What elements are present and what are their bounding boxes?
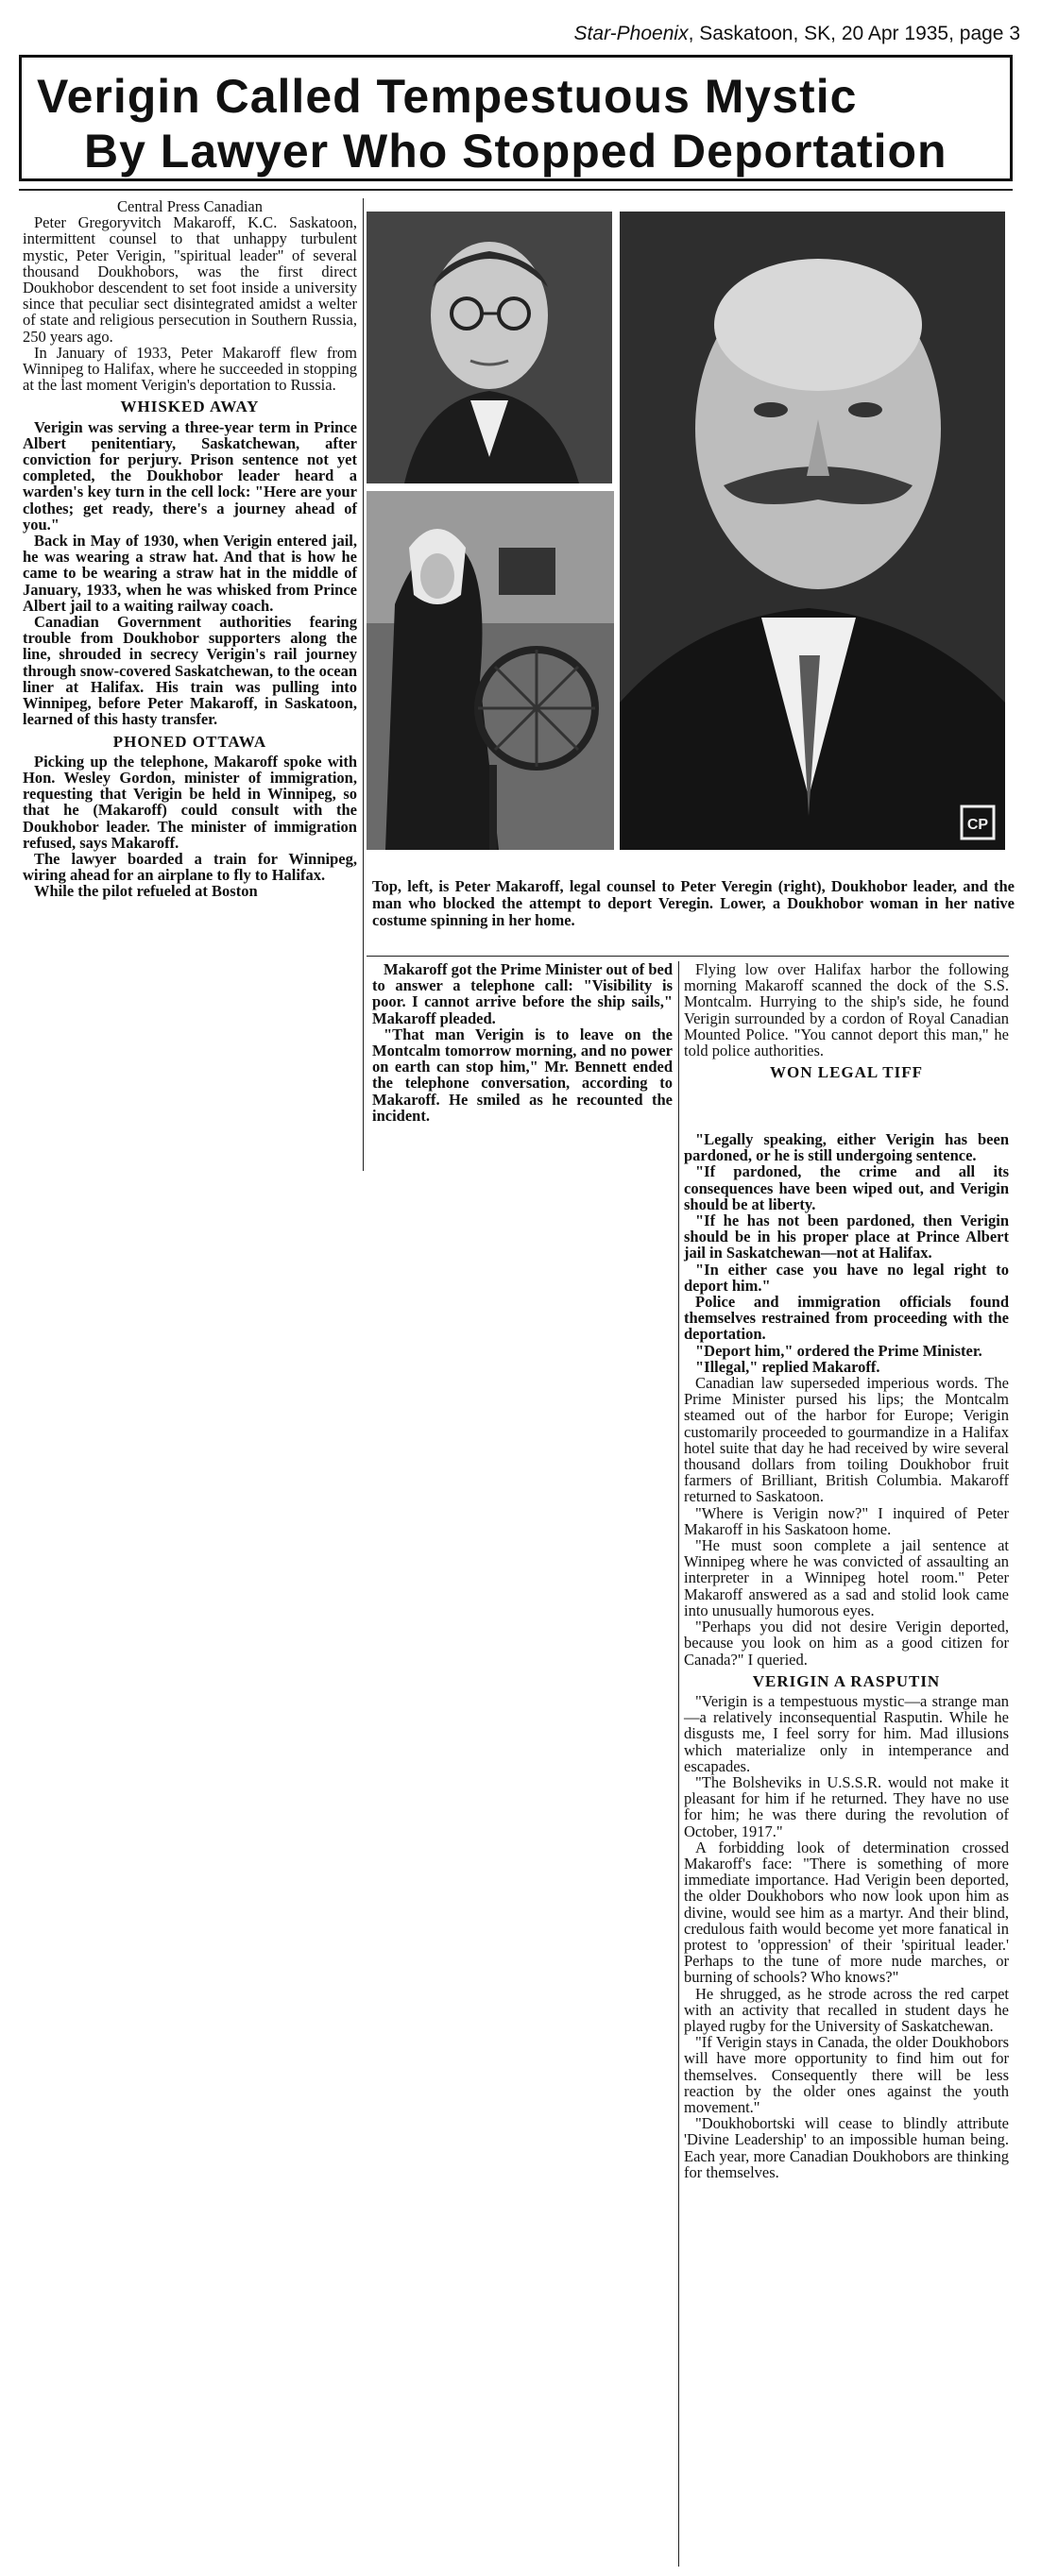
verigin-portrait-image <box>620 212 1005 850</box>
paragraph: He shrugged, as he strode across the red carpet with an activity that recalled in student days he played rugby for the University of Saskatchewan. <box>684 1984 1009 2035</box>
column-rule <box>678 961 679 2567</box>
paragraph: "In either case you have no legal right to deport him." <box>684 1260 1009 1295</box>
paragraph: "Doukhobortski will cease to blindly attribute 'Divine Leadership' to an impossible human being. Each year, more Canadian Doukhobors are thinking for themselves. <box>684 2114 1009 2181</box>
byline: Central Press Canadian <box>117 197 263 215</box>
source-details: , Saskatoon, SK, 20 Apr 1935, page 3 <box>688 23 1020 44</box>
paragraph: "Where is Verigin now?" I inquired of Peter Makaroff in his Saskatoon home. <box>684 1503 1009 1538</box>
subhead-whisked-away: WHISKED AWAY <box>120 398 260 416</box>
paragraph: "Legally speaking, either Verigin has been pardoned, or he is still undergoing sentence. <box>684 1130 1009 1165</box>
publication-name: Star-Phoenix <box>573 23 689 44</box>
subhead-won-legal-tiff: WON LEGAL TIFF <box>770 1063 923 1082</box>
paragraph: "Deport him," ordered the Prime Minister. <box>695 1341 982 1360</box>
paragraph: A forbidding look of determination crossed Makaroff's face: "There is something of more immediate importance. Had Verigin been deported, the older Doukhobors who now look upon him as divine, would see him as a martyr. And their blind, credulous faith would become yet more fanatical in protest to 'oppression' of their 'spiritual leader.' Perhaps to the tune of more nude marches, or burning of schools? Who knows?" <box>684 1838 1009 1987</box>
headline-line-1: Verigin Called Tempestuous Mystic <box>37 70 858 123</box>
paragraph: Canadian Government authorities fearing trouble from Doukhobor supporters along the line, shrouded in secrecy Verigin's rail journey through snow-covered Saskatchewan, to the ocean liner at Halifax. His train was pulling into Winnipeg, before Peter Makaroff, in Saskatoon, learned of this hasty transfer. <box>23 613 357 729</box>
header-rule <box>19 189 1013 191</box>
paragraph: The lawyer boarded a train for Winnipeg, wiring ahead for an airplane to fly to Halifax. <box>23 849 357 885</box>
photo-caption: Top, left, is Peter Makaroff, legal counsel to Peter Veregin (right), Doukhobor leader, and the man who blocked the attempt to deport Veregin. Lower, a Doukhobor woman in her native costume spinning in her home. <box>372 877 1015 929</box>
subhead-verigin-a-rasputin: VERIGIN A RASPUTIN <box>752 1671 941 1690</box>
paragraph: Police and immigration officials found themselves restrained from proceeding with the deportation. <box>684 1293 1009 1344</box>
makaroff-portrait-image <box>367 212 612 483</box>
paragraph: Verigin was serving a three-year term in Prince Albert penitentiary, Saskatchewan, after conviction for perjury. Prison sentence not yet completed, the Doukhobor leader heard a warden's key turn in the cell lock: "Here are your clothes; get ready, there's a journey ahead of you." <box>23 417 357 534</box>
column-2 <box>372 961 673 1124</box>
paragraph: "The Bolsheviks in U.S.S.R. would not make it pleasant for him if he returned. They have no use for him; he was there during the revolution of October, 1917." <box>684 1772 1009 1840</box>
column-1 <box>23 198 357 900</box>
photo-credit-text: CP <box>966 817 989 833</box>
paragraph: While the pilot refueled at Boston <box>34 882 258 901</box>
paragraph: Back in May of 1930, when Verigin entered jail, he was wearing a straw hat. And that is how he came to be wearing a straw hat in the middle of January, 1933, when he was whisked from Prince Albert jail to a waiting railway coach. <box>23 532 357 615</box>
column-3-bottom <box>684 1131 1009 2180</box>
photo-panel <box>367 200 1005 856</box>
paragraph: In January of 1933, Peter Makaroff flew from Winnipeg to Halifax, where he succeeded in stopping at the last moment Verigin's deportation to Russia. <box>23 343 357 395</box>
subhead-phoned-ottawa: PHONED OTTAWA <box>112 732 267 751</box>
paragraph: "He must soon complete a jail sentence at Winnipeg where he was convicted of assaulting an interpreter in a Winnipeg hotel room." Peter Makaroff answered as a sad and stolid look came into unusually humorous eyes. <box>684 1536 1009 1619</box>
caption-rule <box>367 956 1009 957</box>
column-rule <box>363 198 364 1171</box>
paragraph: "Illegal," replied Makaroff. <box>695 1357 880 1376</box>
paragraph: "That man Verigin is to leave on the Montcalm tomorrow morning, and no power on earth can stop him," Mr. Bennett ended the telephone conversation, according to Makaroff. He smiled as he recounted the incident. <box>372 1025 673 1125</box>
doukhobor-woman-photo <box>367 491 614 850</box>
paragraph: Peter Gregoryvitch Makaroff, K.C. Saskatoon, intermittent counsel to that unhappy turbulent mystic, Peter Verigin, "spiritual leader" of several thousand Doukhobors, was the first direct Doukhobor descendent to set foot inside a university since that peculiar sect disintegrated amidst a welter of state and religious persecution in Southern Russia, 250 years ago. <box>23 213 357 346</box>
paragraph: Canadian law superseded imperious words. The Prime Minister pursed his lips; the Montcalm steamed out of the harbor for Europe; Verigin customarily proceeded to gourmandize in a Halifax hotel suite that day he had received by wire several thousand dollars from toiling Doukhobor fruit farmers of Brilliant, British Columbia. Makaroff returned to Saskatoon. <box>684 1374 1009 1506</box>
source-line <box>548 23 1020 45</box>
verigin-photo <box>620 212 1005 850</box>
column-3-top <box>684 961 1009 1084</box>
paragraph: Makaroff got the Prime Minister out of bed to answer a telephone call: "Visibility is poor. I cannot arrive before the ship sails," Makaroff pleaded. <box>372 960 673 1027</box>
paragraph: "If Verigin stays in Canada, the older Doukhobors will have more opportunity to find him out for themselves. Consequently there will be less reaction by the older ones against the youth movement." <box>684 2033 1009 2116</box>
spinning-woman-image <box>367 491 614 850</box>
headline-line-2: By Lawyer Who Stopped Deportation <box>84 125 947 178</box>
paragraph: "If he has not been pardoned, then Verigin should be in his proper place at Prince Albert jail in Saskatchewan—not at Halifax. <box>684 1212 1009 1263</box>
paragraph: "Perhaps you did not desire Verigin deported, because you look on him as a good citizen for Canada?" I queried. <box>684 1618 1009 1669</box>
headline-box <box>19 55 1013 181</box>
paragraph: Flying low over Halifax harbor the following morning Makaroff scanned the dock of the S.S. Montcalm. Hurrying to the ship's side, he found Verigin surrounded by a cordon of Royal Canadian Mounted Police. "You cannot deport this man," he told police authorities. <box>684 960 1009 1060</box>
paragraph: "If pardoned, the crime and all its consequences have been wiped out, and Verigin should be at liberty. <box>684 1162 1009 1213</box>
paragraph: "Verigin is a tempestuous mystic—a strange man—a relatively inconsequential Rasputin. While he disgusts me, I feel sorry for him. Mad illusions which materialize only in intemperance and escapades. <box>684 1691 1009 1775</box>
paragraph: Picking up the telephone, Makaroff spoke with Hon. Wesley Gordon, minister of immigration, requesting that Verigin be held in Winnipeg, so that he (Makaroff) could consult with the Doukhobor leader. The minister of immigration refused, says Makaroff. <box>23 752 357 852</box>
makaroff-photo <box>367 212 612 483</box>
